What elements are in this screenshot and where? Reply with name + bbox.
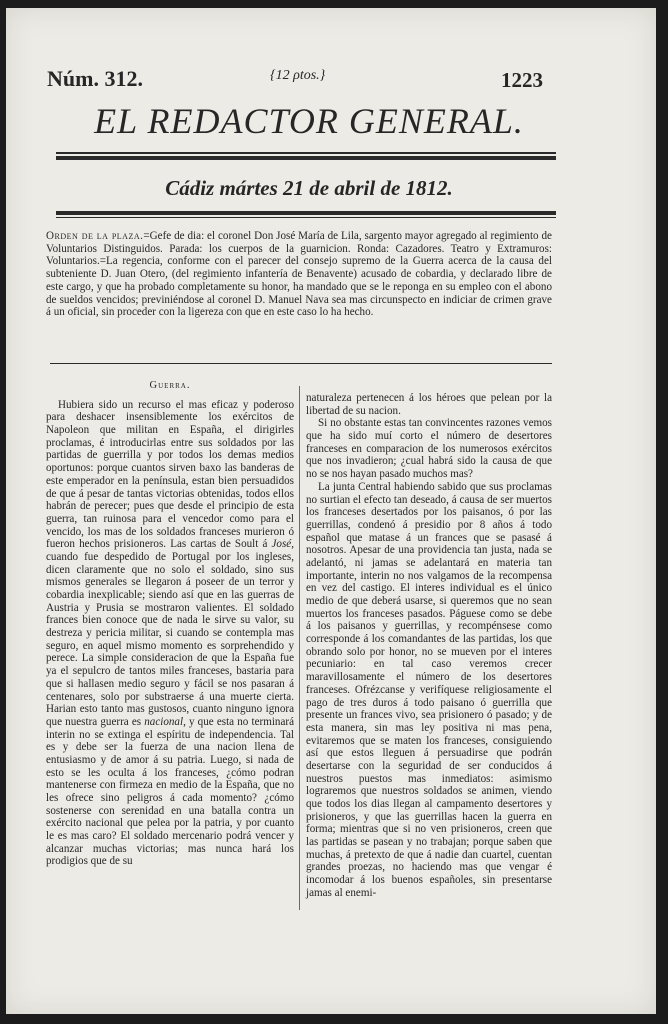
paragraph: La junta Central habiendo sabido que sus proclamas no surtian el efecto tan deseado, á causa de ser muertos los franceses desertados por los paisanos, ó por las guerrillas, condenó á presidio por 8 años á todo español que matase á un frances que se pasasé á nosotros. Apesar de una providencia tan justa, nada se adelantó, ni jamas se adelantará en materia tan importante, interin no nos valgamos de la recompensa en vez del castigo. El interes individual es el único medio de que deberá usarse, si queremos que no sean muertos los franceses pasados. Páguese como se debe á los paisanos y guerrillas, y recompénsese como corresponde á los comandantes de las partidas, los que obrando solo por honor, no se mueven por el interes pecuniario: en tal caso veremos crecer maravillosamente el número de los desertores franceses. Ofrézcanse y verifíquese religiosamente el pago de tres duros á todo paisano ó guerrilla que presente un frances vivo, sea prisionero ó pasado; y de esta manera, sin mas ley positiva ni mas pena, evitaremos que se maten los franceses, consiguiendo así que estos lleguen á persuadirse que podrán desertarse con la seguridad de ser conducidos á nuestros puestos mas inmediatos: asimismo lograremos que nuestros soldados se animen, viendo que todos los dias llegan al campamento desertores y prisioneros, y que las guerrillas hacen la guerra en forma; mientras que si no ven prisioneros, creen que las partidas se pasean y no trabajan; porque saben que muchas, á pretexto de que á nadie dan cuartel, cuentan grandes proezas, no haciendo mas que vengar é incomodar á los buenos españoles, sin presentarse jamas al enemi- (306, 480, 552, 899)
paragraph: naturaleza pertenecen á los héroes que pelean por la libertad de su nacion. (306, 392, 552, 417)
column-divider (299, 386, 300, 910)
emphasis-name: José (271, 538, 292, 551)
masthead-rule-thin (56, 152, 556, 154)
masthead-title: EL REDACTOR GENERAL. (94, 101, 524, 141)
emphasis-word: nacional (144, 715, 184, 728)
right-column (306, 392, 552, 900)
dateline-rule-thin (56, 217, 556, 218)
newspaper-page (6, 8, 656, 1014)
section-title: Guerra. (149, 380, 191, 391)
dateline-rule-thick (56, 211, 556, 215)
notice-text: =Gefe de dia: el coronel Don José María de Lila, sargento mayor agregado al regimiento de Voluntarios Distinguidos. Parada: los cuerpos de la guarnicion. Ronda: Cazadores. Teatro y Extramuros: Voluntarios.=La regencia, conforme con el parecer del consejo supremo de la Guerra acerca de la causa del subteniente D. Juan Otero, (del regimiento infantería de Benavente) acusado de cobardia, y declarado libre de este cargo, y que ha probado completamente su honor, ha mandado que se le reponga en su empleo con el abono de sueldos vencidos; previniéndose al coronel D. Manuel Nava sea mas circunspecto en indiciar de crimen grave á un oficial, sin proceder con la ligereza con que en este caso lo ha hecho. (46, 230, 552, 319)
paragraph: Si no obstante estas tan convincentes razones vemos que ha sido muí corto el número de desertores franceses en comparacion de los numerosos exércitos que nos invadieron; ¿cual habrá sido la causa de que no se nos hayan pasado muchos mas? (306, 417, 552, 481)
left-column (46, 380, 294, 868)
plaza-order-notice (46, 230, 552, 319)
section-divider (50, 363, 552, 364)
notice-lead: Orden de la plaza. (46, 230, 144, 242)
masthead-rule-thick (56, 156, 556, 160)
page-number: 1223 (501, 68, 543, 92)
paragraph: Hubiera sido un recurso el mas eficaz y poderoso para deshacer insensiblemente los exércitos de Napoleon que militan en España, el dirigirles proclamas, é introducirlas entre sus soldados por las partidas de guerrilla y por todos los demas medios oportunos: porque cuantos sirven baxo las banderas de este emperador en la península, estan bien persuadidos de que á pesar de tantas victorias obtenidas, todos ellos habrán de perecer; pues que desde el principio de esta guerra, tan ruinosa para el vencedor como para el vencido, los mas de los soldados franceses murieron ó fueron hechos prisioneros. Las cartas de Soult á José, cuando fue despedido de Portugal por los ingleses, dicen claramente que no solo el soldado, sino sus mismos generales se llegaron á poseer de un terror y cobardia inexplicable; siendo así que en las guerras de Austria y Prusia se mostraron valientes. El soldado frances bien conoce que de nada le sirve su valor, su destreza y pericia militar, si cuando se contempla mas seguro, en aquel mismo momento es sorprehendido y perece. La simple consideracion de que la España fue ya el sepulcro de tantos miles franceses, bastaria para que si hallasen medio seguro y fácil se nos pasaran á centenares, solo por substraerse á una muerte cierta. Harian esto tanto mas gustosos, cuanto ninguno ignora que nuestra guerra es nacional, y que esta no terminará interin no se extinga el espíritu de independencia. Tal es y debe ser la fuerza de una nacion llena de entusiasmo y de amor á su patria. Luego, si nada de esto se les oculta á los franceses, ¿cómo podran mantenerse con firmeza en medio de la España, que no les ofrece sino peligros á cada momento? ¿cómo sostenerse con serenidad en una batalla contra un exército nacional que pelea por la patria, y por cuanto le es mas caro? El soldado mercenario podrá vencer y alcanzar muchas victorias; mas nunca hará los prodigios que de su (46, 398, 294, 868)
issue-number: Núm. 312. (47, 66, 143, 91)
issue-price: {12 ρtos.} (270, 68, 326, 83)
dateline: Cádiz mártes 21 de abril de 1812. (165, 176, 453, 200)
